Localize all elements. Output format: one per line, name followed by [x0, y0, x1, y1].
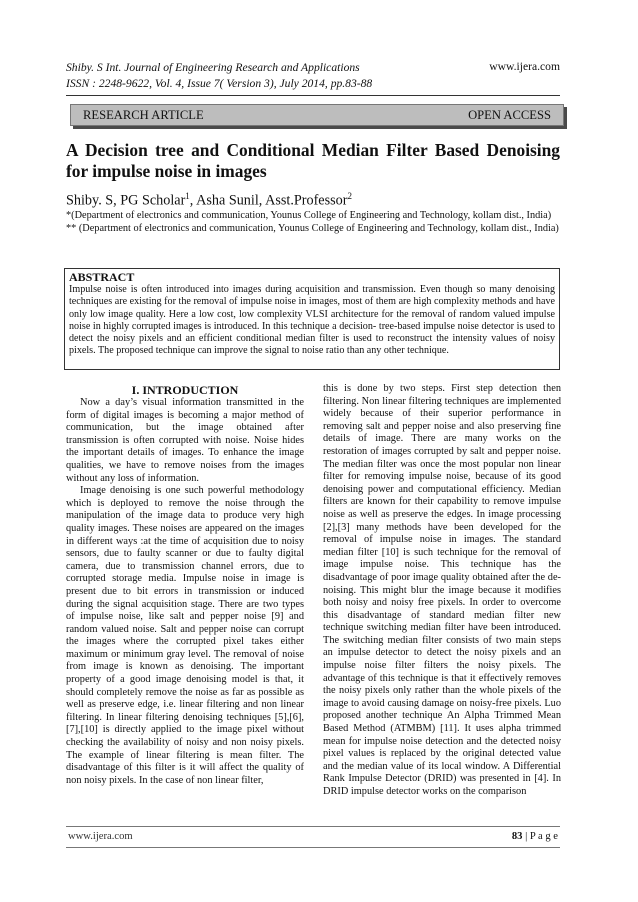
author-line — [66, 187, 352, 210]
journal-issn: ISSN : 2248-9622, Vol. 4, Issue 7( Version 3), July 2014, pp.83-88 — [66, 77, 373, 90]
affiliations — [66, 209, 560, 235]
introduction-heading: I. INTRODUCTION — [131, 383, 239, 397]
research-article-label: RESEARCH ARTICLE — [83, 108, 204, 122]
abstract-text: Impulse noise is often introduced into images during acquisition and transmission. Even though so many denoising techniques are existing for the removal of impulse noise in images, most of them are high complexity methods and have only low image quality. Here a low cost, low complexity VLSI architecture for the removal of random valued impulse noise in highly corrupted images is introduced. In this technique a decision- tree-based impulse noise detector is used to detect the noisy pixels and an efficient conditional median filter is used to reconstruct the intensity values of noisy pixels. The proposed technique can improve the signal to noise ratio than any other technique. — [69, 284, 555, 357]
header-divider — [66, 95, 560, 96]
author-separator: , — [189, 192, 197, 209]
abstract-box — [64, 268, 560, 370]
author-2-affiliation-mark: 2 — [347, 191, 352, 201]
affiliation-1: *(Department of electronics and communication, Younus College of Engineering and Technology, kollam dist., India) — [66, 210, 552, 221]
page-number-label — [512, 827, 558, 847]
author-1-affiliation-mark: 1 — [185, 191, 190, 201]
left-column — [66, 383, 304, 787]
journal-citation: Shiby. S Int. Journal of Engineering Research and Applications — [66, 61, 360, 74]
open-access-label: OPEN ACCESS — [468, 108, 551, 122]
page-label: | P a g e — [522, 831, 558, 842]
article-type-banner — [70, 104, 564, 126]
intro-paragraph-1: Now a day’s visual information transmitted in the form of digital images is becoming a major method of communication, but the image obtained after transmission is often corrupted with noise. Noise hides the important details of images. To enhance the image qualities, we have to remove noises from the images without any loss of information. — [66, 397, 304, 484]
intro-paragraph-2: Image denoising is one such powerful methodology which is deployed to remove the noise through the manipulation of the image data to produce very high quality images. These noises are appeared on the images in different ways :at the time of acquisition due to noisy sensors, due to faulty scanner or due to faulty digital camera, due to transmission channel errors, due to corrupted storage media. Impulse noise in image is present due to bit errors in transmission or induced during the signal acquisition stage. There are two types of impulse noise, like salt and pepper noise [9] and random valued noise. Salt and pepper noise can corrupt the images where the corrupted pixel takes either maximum or minimum gray level. The removal of noise from image is known as denoising. The important property of a good image denoising model is that, it should completely remove the noise as far as possible as well as preserve edge, i.e. linear filtering and non linear filtering. In linear filtering denoising techniques [5],[6],[7],[10] is directly applied to the image pixel without checking the availability of noisy and non noisy pixels. The example of linear filtering is mean filter. The disadvantage of this filter is it will affect the quality of non noisy pixels. In the case of non linear filter, — [66, 485, 304, 786]
right-column — [323, 383, 561, 799]
header-website-link[interactable]: www.ijera.com — [489, 60, 560, 73]
page-footer — [66, 826, 560, 848]
page-number: 83 — [511, 831, 523, 842]
intro-paragraph-continued: this is done by two steps. First step detection then filtering. Non linear filtering techniques are implemented widely because of their superior performance in removing salt and pepper noise and also preserving fine details of image. There are many works on the restoration of images corrupted by salt and pepper noise. The median filter was once the most popular non linear filter for removing impulse noise, because of its good denoising power and computational efficiency. Median filters are known for their capability to remove impulse noise as well as preserve the edges. In image processing [2],[3] many methods have been developed for the removal of impulse noise in images. The standard median filter [10] is such technique for the removal of image impulse noise. This technique has the disadvantage of poor image quality obtained after the de-noising. This might blur the image because it modifies both noisy and noisy free pixels. In order to overcome this disadvantage of standard median filter new technique switching median filter have been introduced. The switching median filter consists of two main steps an impulse detector to detect the noisy pixels and an impulse noise filter filters the noisy pixels. The advantage of this technique is that it effectively removes the noisy pixels only rather than the whole pixels of the image to avoid causing damage on noisy-free pixels. Luo proposed another technique An Alpha Trimmed Mean Based Method (ATMBM) [11]. It uses alpha trimmed mean for impulse noise detection and the detected noisy pixel values is replaced by the original detected value and the median value of its local window. A Differential Rank Impulse Detector (DRID) was presented in [4]. In DRID impulse detector works on the comparison — [323, 383, 561, 797]
abstract-heading: ABSTRACT — [69, 270, 135, 284]
author-2: Asha Sunil, Asst.Professor — [196, 192, 348, 209]
affiliation-2: ** (Department of electronics and communication, Younus College of Engineering and Technology, kollam dist., India) — [66, 223, 559, 234]
author-1: Shiby. S, PG Scholar — [66, 192, 186, 209]
journal-header — [66, 60, 372, 92]
footer-website-link[interactable]: www.ijera.com — [68, 831, 133, 842]
paper-title: A Decision tree and Conditional Median Filter Based Denoising for impulse noise in images — [66, 140, 560, 181]
